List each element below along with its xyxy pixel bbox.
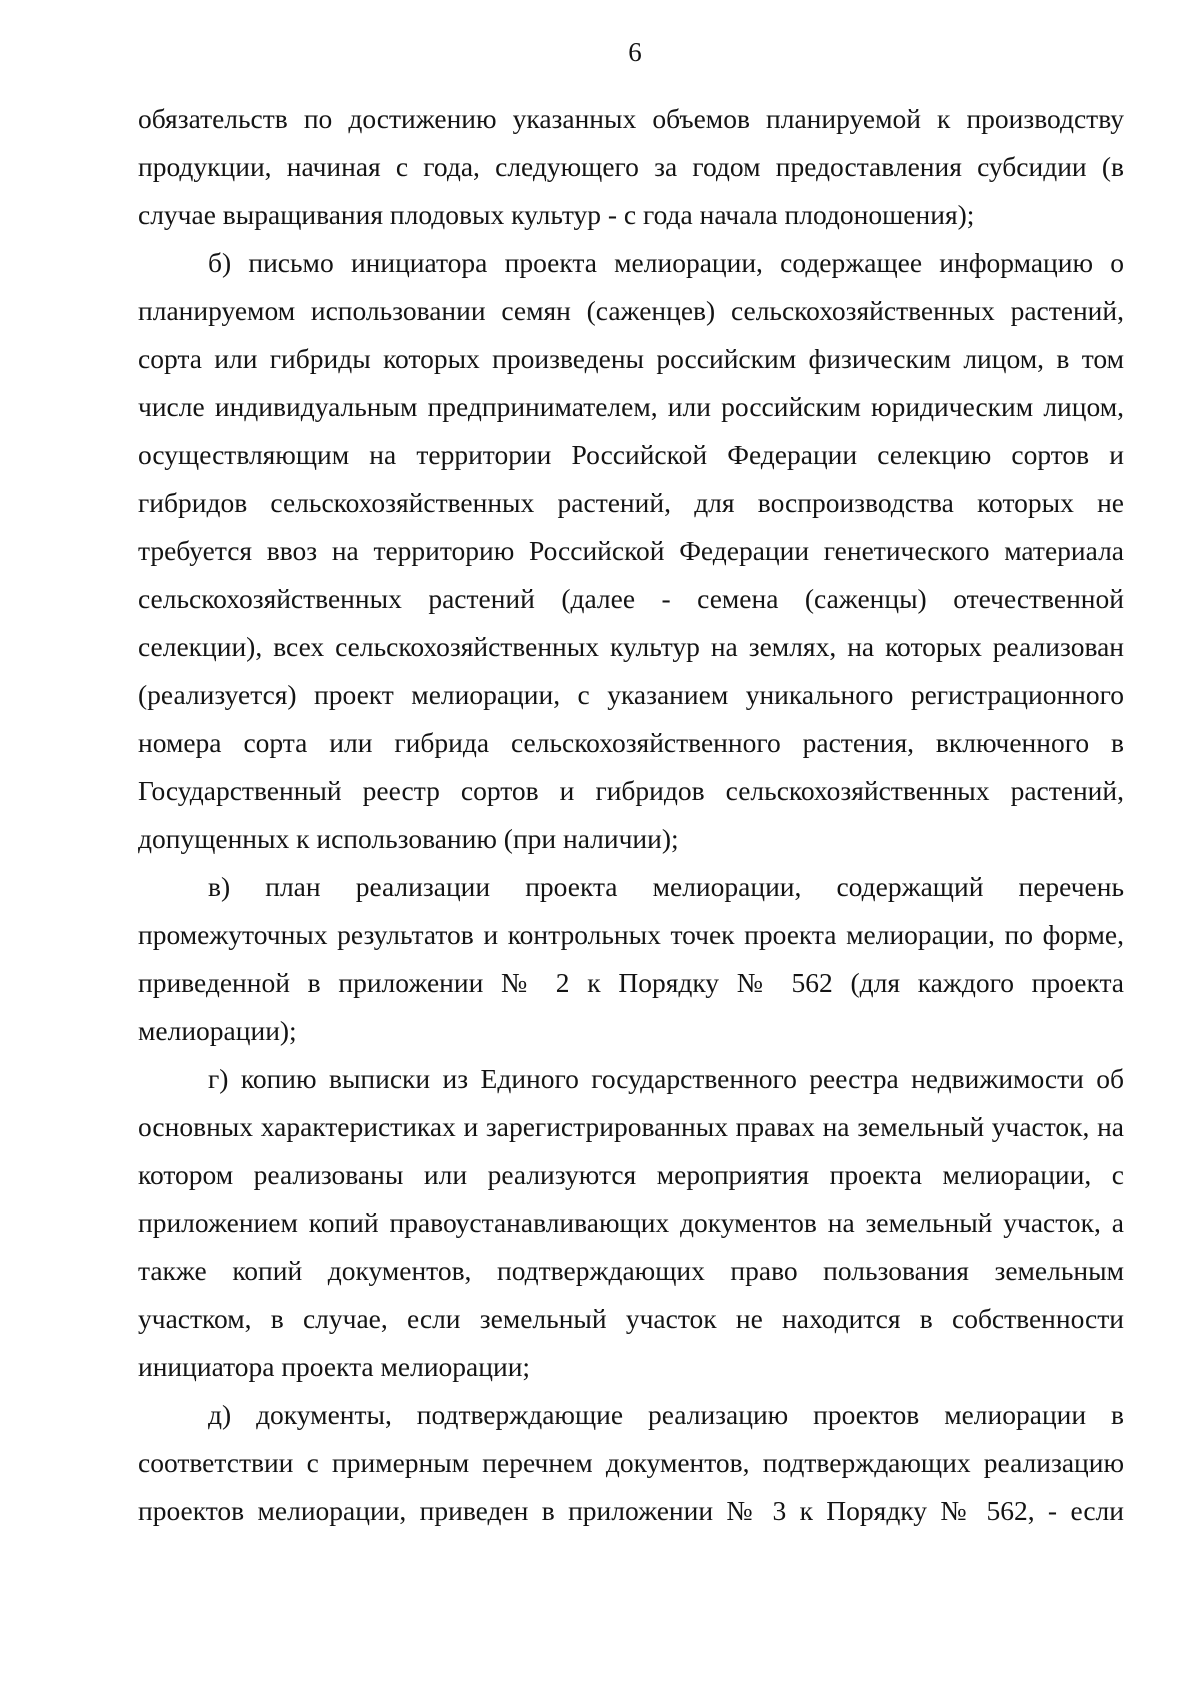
document-body (138, 95, 1124, 1535)
paragraph-item-g: г) копию выписки из Единого государственного реестра недвижимости об основных характеристиках и зарегистрированных правах на земельный участок, на котором реализованы или реализуются мероприятия проекта мелиорации, с приложением копий правоустанавливающих документов на земельный участок, а также копий документов, подтверждающих право пользования земельным участком, в случае, если земельный участок не находится в собственности инициатора проекта мелиорации; (138, 1063, 1124, 1382)
paragraph-item-b: б) письмо инициатора проекта мелиорации, содержащее информацию о планируемом использовании семян (саженцев) сельскохозяйственных растений, сорта или гибриды которых произведены российским физическим лицом, в том числе индивидуальным предпринимателем, или российским юридическим лицом, осуществляющим на территории Российской Федерации селекцию сортов и гибридов сельскохозяйственных растений, для воспроизводства которых не требуется ввоз на территорию Российской Федерации генетического материала сельскохозяйственных растений (далее - семена (саженцы) отечественной селекции), всех сельскохозяйственных культур на землях, на которых реализован (реализуется) проект мелиорации, с указанием уникального регистрационного номера сорта или гибрида сельскохозяйственного растения, включенного в Государственный реестр сортов и гибридов сельскохозяйственных растений, допущенных к использованию (при наличии); (138, 247, 1124, 854)
paragraph-continuation: обязательств по достижению указанных объемов планируемой к производству продукции, начиная с года, следующего за годом предоставления субсидии (в случае выращивания плодовых культур - с года начала плодоношения); (138, 103, 1124, 230)
paragraph-item-d: д) документы, подтверждающие реализацию проектов мелиорации в соответствии с примерным перечнем документов, подтверждающих реализацию проектов мелиорации, приведен в приложении № 3 к Порядку № 562, - если (138, 1399, 1124, 1526)
page-number: 6 (628, 37, 642, 67)
paragraph-item-v: в) план реализации проекта мелиорации, содержащий перечень промежуточных результатов и контрольных точек проекта мелиорации, по форме, приведенной в приложении № 2 к Порядку № 562 (для каждого проекта мелиорации); (138, 871, 1124, 1046)
